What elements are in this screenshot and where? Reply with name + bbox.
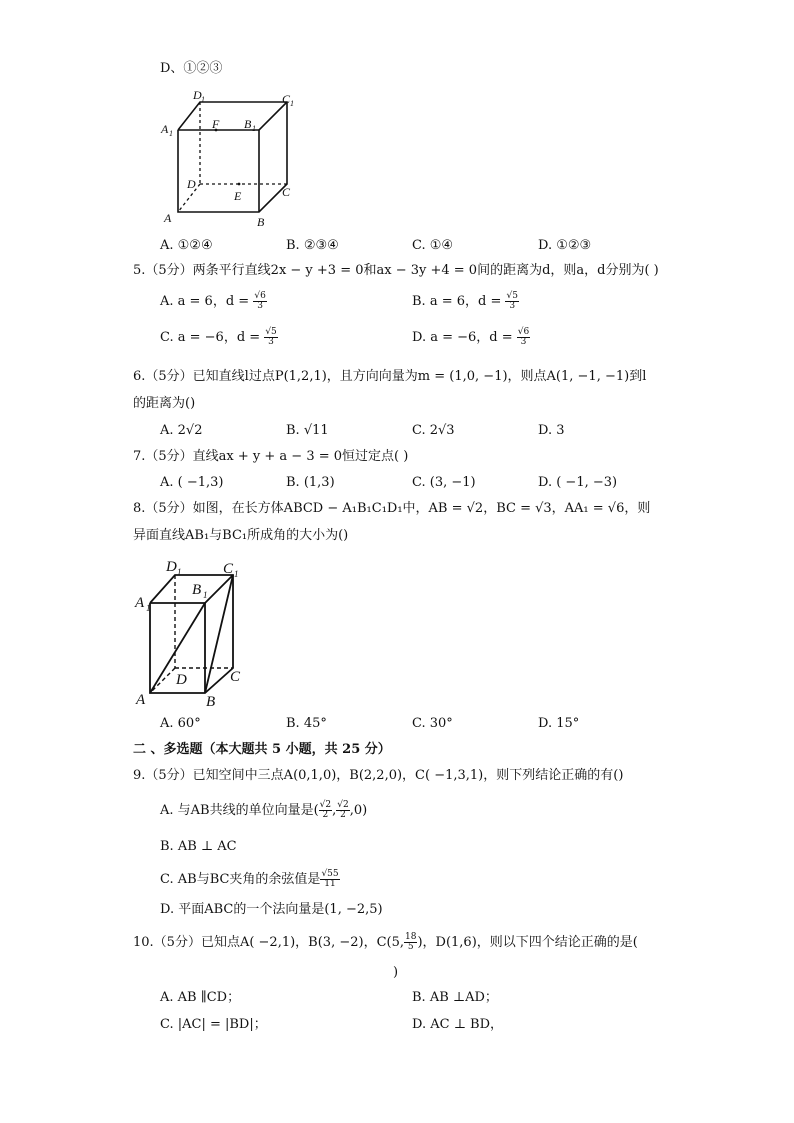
- label-d1: D: [193, 88, 202, 102]
- q5-option-d: D. a = −6，d = $\frac{√6}{3}$: [412, 327, 530, 347]
- label-b: B: [257, 215, 265, 229]
- figure-cube-1: [150, 82, 310, 232]
- label-b: B: [206, 694, 216, 710]
- q9-option-d: D. 平面ABC的一个法向量是(1, −2,5): [160, 902, 383, 917]
- label-a1: A: [135, 595, 145, 611]
- q9-option-c: C. AB与BC夹角的余弦值是 $\frac{√55}{11}$: [160, 869, 339, 889]
- section-heading-multiple-choice: 二 、多选题（本大题共 5 小题，共 25 分）: [133, 742, 391, 757]
- q7-option-b: B. (1,3): [286, 475, 335, 490]
- q6-stem-line2: 的距离为(): [133, 396, 196, 411]
- label-c: C: [282, 185, 291, 199]
- q9-option-b: B. AB ⊥ AC: [160, 839, 237, 854]
- q6-option-d: D. 3: [538, 423, 565, 438]
- q10-option-c: C. |AC| = |BD|；: [160, 1017, 267, 1032]
- q8-option-a: A. 60°: [160, 716, 201, 731]
- q7-option-c: C. (3, −1): [412, 475, 476, 490]
- q8-option-d: D. 15°: [538, 716, 580, 731]
- q7-stem: 7.（5分）直线ax + y + a − 3 = 0恒过定点( ): [133, 449, 409, 464]
- figure-box-2: [130, 553, 260, 713]
- label-a: A: [164, 211, 172, 225]
- label-d1: D: [166, 559, 177, 575]
- q4-option-c: C. ①④: [412, 238, 454, 253]
- q7-option-a: A. ( −1,3): [160, 475, 224, 490]
- label-d: D: [176, 672, 187, 688]
- svg-text:1: 1: [201, 95, 205, 104]
- q10-option-b: B. AB ⊥AD；: [412, 990, 498, 1005]
- label-e: E: [234, 189, 242, 203]
- svg-text:1: 1: [252, 124, 256, 133]
- svg-text:1: 1: [169, 129, 173, 138]
- label-c1: C: [282, 92, 291, 106]
- q8-option-b: B. 45°: [286, 716, 327, 731]
- q10-stem-close: ): [393, 965, 399, 980]
- q7-option-d: D. ( −1, −3): [538, 475, 618, 490]
- q10-option-d: D. AC ⊥ BD，: [412, 1017, 504, 1032]
- label-b1: B: [192, 582, 202, 598]
- label-d: D: [187, 177, 196, 191]
- q5-option-b: B. a = 6，d = $\frac{√5}{3}$: [412, 291, 518, 311]
- svg-text:1: 1: [146, 603, 151, 613]
- q8-option-c: C. 30°: [412, 716, 453, 731]
- q6-option-a: A. 2√2: [160, 423, 203, 438]
- q4-option-d-continued: D、①②③: [160, 61, 223, 76]
- q9-stem: 9.（5分）已知空间中三点A(0,1,0)，B(2,2,0)，C( −1,3,1)，则下列结论正确的有(): [133, 768, 624, 783]
- q10-option-a: A. AB ∥CD；: [160, 990, 241, 1005]
- svg-text:1: 1: [203, 590, 208, 600]
- label-c: C: [230, 669, 241, 685]
- svg-text:1: 1: [290, 99, 294, 108]
- q9-option-a: A. 与AB共线的单位向量是( $\frac{√2}{2}$ , $\frac{√2}{2}$ ,0): [160, 800, 368, 820]
- q4-option-b: B. ②③④: [286, 238, 339, 253]
- q6-option-b: B. √11: [286, 423, 329, 438]
- q6-stem-line1: 6.（5分）已知直线l过点P(1,2,1)，且方向向量为m = (1,0, −1)，则点A(1, −1, −1)到l: [133, 369, 647, 384]
- label-a1: A: [161, 122, 169, 136]
- q5-option-a: A. a = 6，d = $\frac{√6}{3}$: [160, 291, 266, 311]
- q5-stem: 5.（5分）两条平行直线2x − y +3 = 0和ax − 3y +4 = 0间的距离为d，则a，d分别为( ): [133, 263, 659, 278]
- q10-stem: 10.（5分）已知点A( −2,1)，B(3, −2)，C(5, $\frac{18}{5}$ )，D(1,6)，则以下四个结论正确的是(: [133, 932, 638, 952]
- label-c1: C: [223, 561, 234, 577]
- q8-stem-line2: 异面直线AB₁与BC₁所成角的大小为(): [133, 528, 349, 543]
- svg-text:1: 1: [234, 569, 239, 579]
- label-b1: B: [244, 117, 252, 131]
- q5-option-c: C. a = −6，d = $\frac{√5}{3}$: [160, 327, 277, 347]
- q4-option-a: A. ①②④: [160, 238, 213, 253]
- label-f: F: [212, 117, 220, 131]
- q8-stem-line1: 8.（5分）如图，在长方体ABCD − A₁B₁C₁D₁中，AB = √2，BC = √3，AA₁ = √6，则: [133, 501, 651, 516]
- svg-text:1: 1: [177, 567, 182, 577]
- q6-option-c: C. 2√3: [412, 423, 455, 438]
- q4-option-d: D. ①②③: [538, 238, 592, 253]
- label-a: A: [136, 692, 146, 708]
